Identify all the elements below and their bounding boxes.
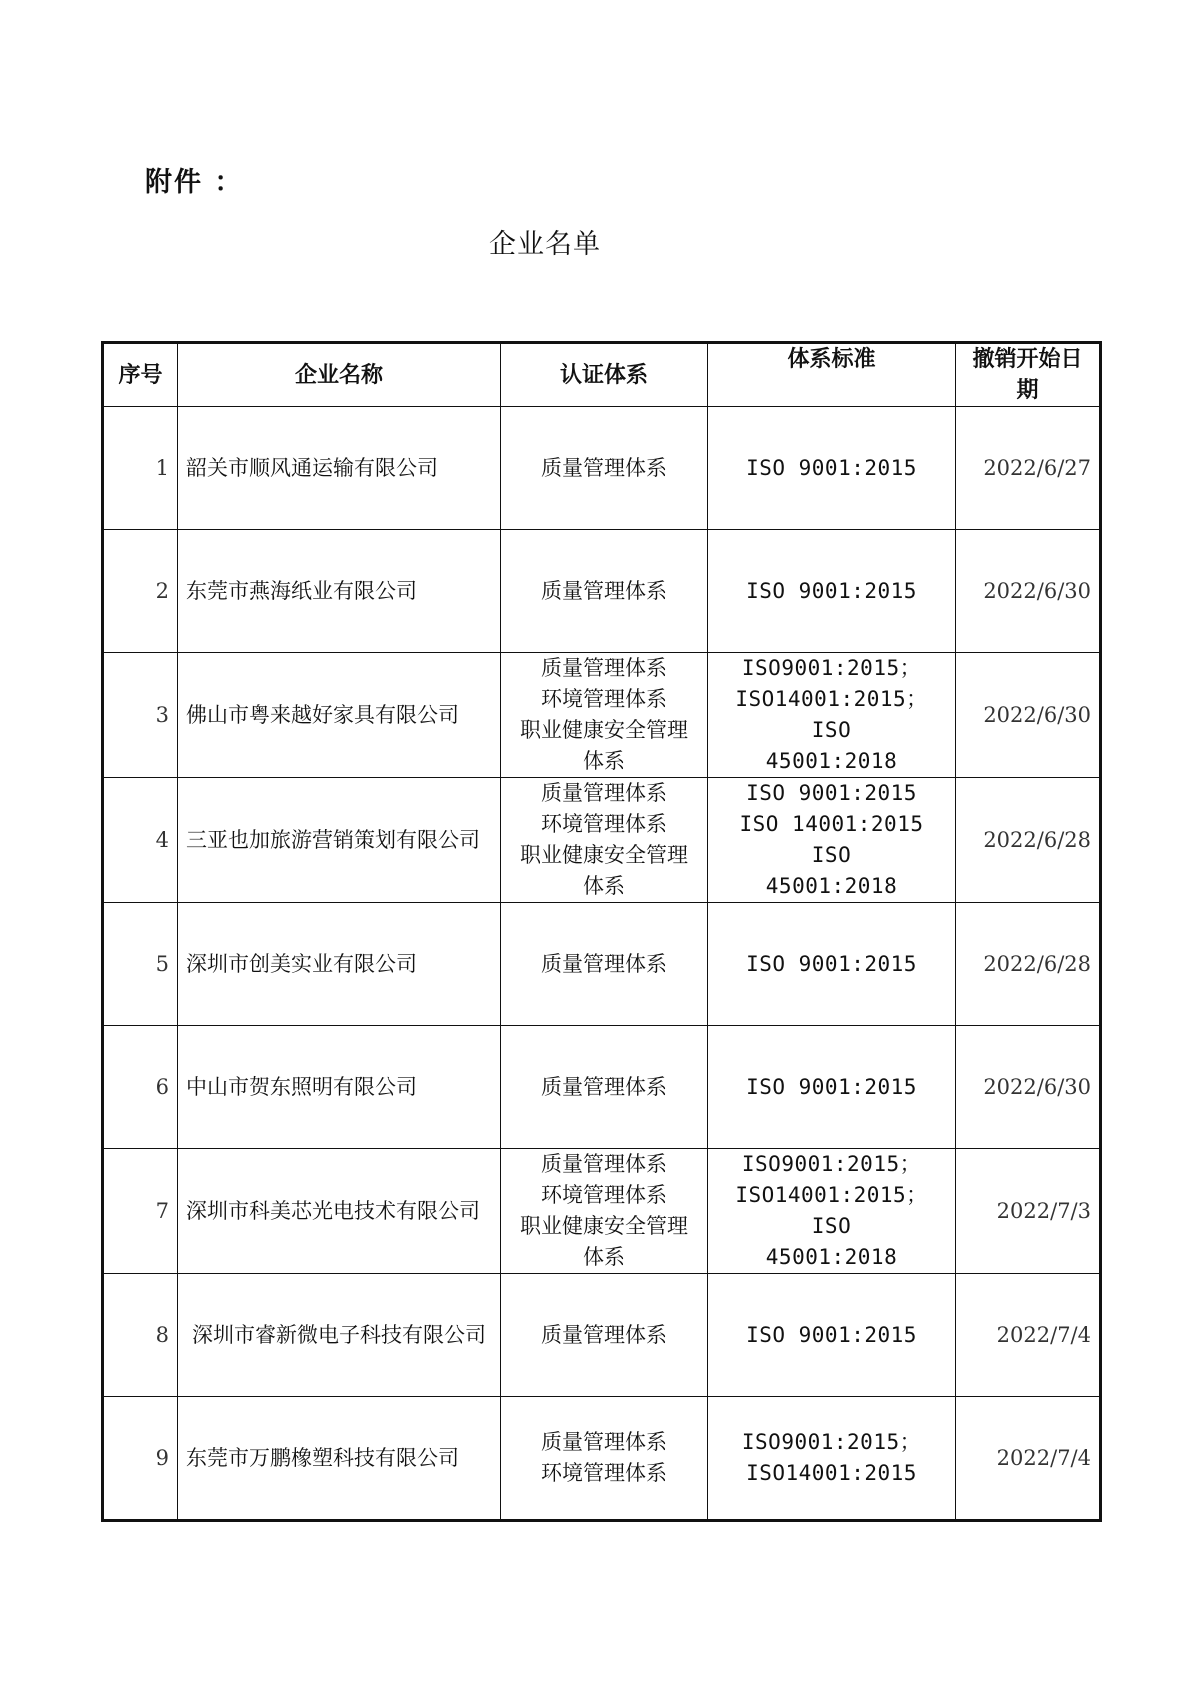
standard-line: ISO14001:2015；ISO	[735, 687, 928, 742]
certification-system	[501, 1274, 708, 1397]
standard-line: ISO 9001:2015	[746, 1074, 917, 1099]
system-standard	[708, 1397, 956, 1521]
certification-system	[501, 530, 708, 653]
company-name: 东莞市燕海纸业有限公司	[178, 530, 501, 653]
company-name: 东莞市万鹏橡塑科技有限公司	[178, 1397, 501, 1521]
revoke-date: 2022/6/30	[956, 1026, 1101, 1149]
revoke-date: 2022/7/4	[956, 1397, 1101, 1521]
system-line: 体系	[583, 1245, 625, 1269]
revoke-date: 2022/6/30	[956, 530, 1101, 653]
table-row	[103, 407, 1101, 530]
system-standard	[708, 653, 956, 778]
system-standard	[708, 530, 956, 653]
revoke-date: 2022/7/4	[956, 1274, 1101, 1397]
system-line: 质量管理体系	[541, 1322, 667, 1347]
system-line: 质量管理体系	[541, 656, 667, 680]
row-number: 9	[103, 1397, 178, 1521]
system-line: 环境管理体系	[541, 687, 667, 711]
row-number: 8	[103, 1274, 178, 1397]
row-number: 6	[103, 1026, 178, 1149]
system-line: 质量管理体系	[541, 951, 667, 976]
company-name: 三亚也加旅游营销策划有限公司	[178, 778, 501, 903]
standard-line: 45001:2018	[765, 749, 898, 773]
table-row	[103, 530, 1101, 653]
system-standard	[708, 407, 956, 530]
system-line: 体系	[583, 749, 625, 773]
standard-line: ISO 9001:2015	[746, 951, 917, 976]
row-number: 4	[103, 778, 178, 903]
system-standard	[708, 1149, 956, 1274]
column-header-number: 序号	[103, 343, 178, 407]
revoke-date: 2022/6/28	[956, 903, 1101, 1026]
column-header-standard: 体系标准	[708, 343, 956, 407]
certification-system	[501, 407, 708, 530]
company-name: 深圳市科美芯光电技术有限公司	[178, 1149, 501, 1274]
document-title: 企业名单	[489, 229, 601, 260]
company-name: 韶关市顺风通运输有限公司	[178, 407, 501, 530]
table-row	[103, 1274, 1101, 1397]
system-line: 环境管理体系	[541, 1461, 667, 1485]
standard-line: 45001:2018	[765, 1245, 898, 1269]
company-name: 佛山市粤来越好家具有限公司	[178, 653, 501, 778]
system-line: 质量管理体系	[541, 1430, 667, 1454]
standard-line: ISO14001:2015；ISO	[735, 1183, 928, 1238]
revoke-date: 2022/6/30	[956, 653, 1101, 778]
system-standard	[708, 903, 956, 1026]
row-number: 1	[103, 407, 178, 530]
system-line: 环境管理体系	[541, 812, 667, 836]
standard-line: ISO 9001:2015	[746, 455, 917, 480]
system-line: 质量管理体系	[541, 1152, 667, 1176]
column-header-system: 认证体系	[501, 343, 708, 407]
system-standard	[708, 778, 956, 903]
system-line: 质量管理体系	[541, 578, 667, 603]
standard-line: 45001:2018	[765, 874, 898, 898]
system-line: 职业健康安全管理	[520, 843, 688, 867]
system-line: 体系	[583, 874, 625, 898]
standard-line: ISO 9001:2015	[746, 1322, 917, 1347]
row-number: 3	[103, 653, 178, 778]
table-row	[103, 778, 1101, 903]
system-line: 质量管理体系	[541, 1074, 667, 1099]
column-header-revoke-date: 撤销开始日期	[956, 343, 1101, 407]
system-standard	[708, 1026, 956, 1149]
certification-system	[501, 653, 708, 778]
revoke-date: 2022/7/3	[956, 1149, 1101, 1274]
certification-system	[501, 1149, 708, 1274]
table-row	[103, 1026, 1101, 1149]
system-standard	[708, 1274, 956, 1397]
certification-system	[501, 778, 708, 903]
column-header-company: 企业名称	[178, 343, 501, 407]
standard-line: ISO9001:2015；	[741, 1430, 922, 1454]
standard-line: ISO9001:2015；	[741, 656, 922, 680]
system-line: 职业健康安全管理	[520, 1214, 688, 1238]
system-line: 质量管理体系	[541, 781, 667, 805]
company-list-table	[101, 341, 1102, 1522]
standard-line: ISO 9001:2015	[746, 578, 917, 603]
company-name: 深圳市睿新微电子科技有限公司	[178, 1274, 501, 1397]
table-row	[103, 903, 1101, 1026]
standard-line: ISO 9001:2015	[746, 781, 917, 805]
table-row	[103, 653, 1101, 778]
table-row	[103, 1149, 1101, 1274]
company-name: 中山市贺东照明有限公司	[178, 1026, 501, 1149]
revoke-date: 2022/6/28	[956, 778, 1101, 903]
standard-line: ISO 14001:2015 ISO	[739, 812, 924, 867]
attachment-label: 附件 ：	[145, 167, 244, 198]
table-header-row	[103, 343, 1101, 407]
certification-system	[501, 1026, 708, 1149]
row-number: 7	[103, 1149, 178, 1274]
system-line: 职业健康安全管理	[520, 718, 688, 742]
certification-system	[501, 1397, 708, 1521]
table-row	[103, 1397, 1101, 1521]
certification-system	[501, 903, 708, 1026]
row-number: 2	[103, 530, 178, 653]
system-line: 质量管理体系	[541, 455, 667, 480]
revoke-date: 2022/6/27	[956, 407, 1101, 530]
standard-line: ISO9001:2015；	[741, 1152, 922, 1176]
row-number: 5	[103, 903, 178, 1026]
system-line: 环境管理体系	[541, 1183, 667, 1207]
standard-line: ISO14001:2015	[746, 1461, 917, 1485]
company-name: 深圳市创美实业有限公司	[178, 903, 501, 1026]
